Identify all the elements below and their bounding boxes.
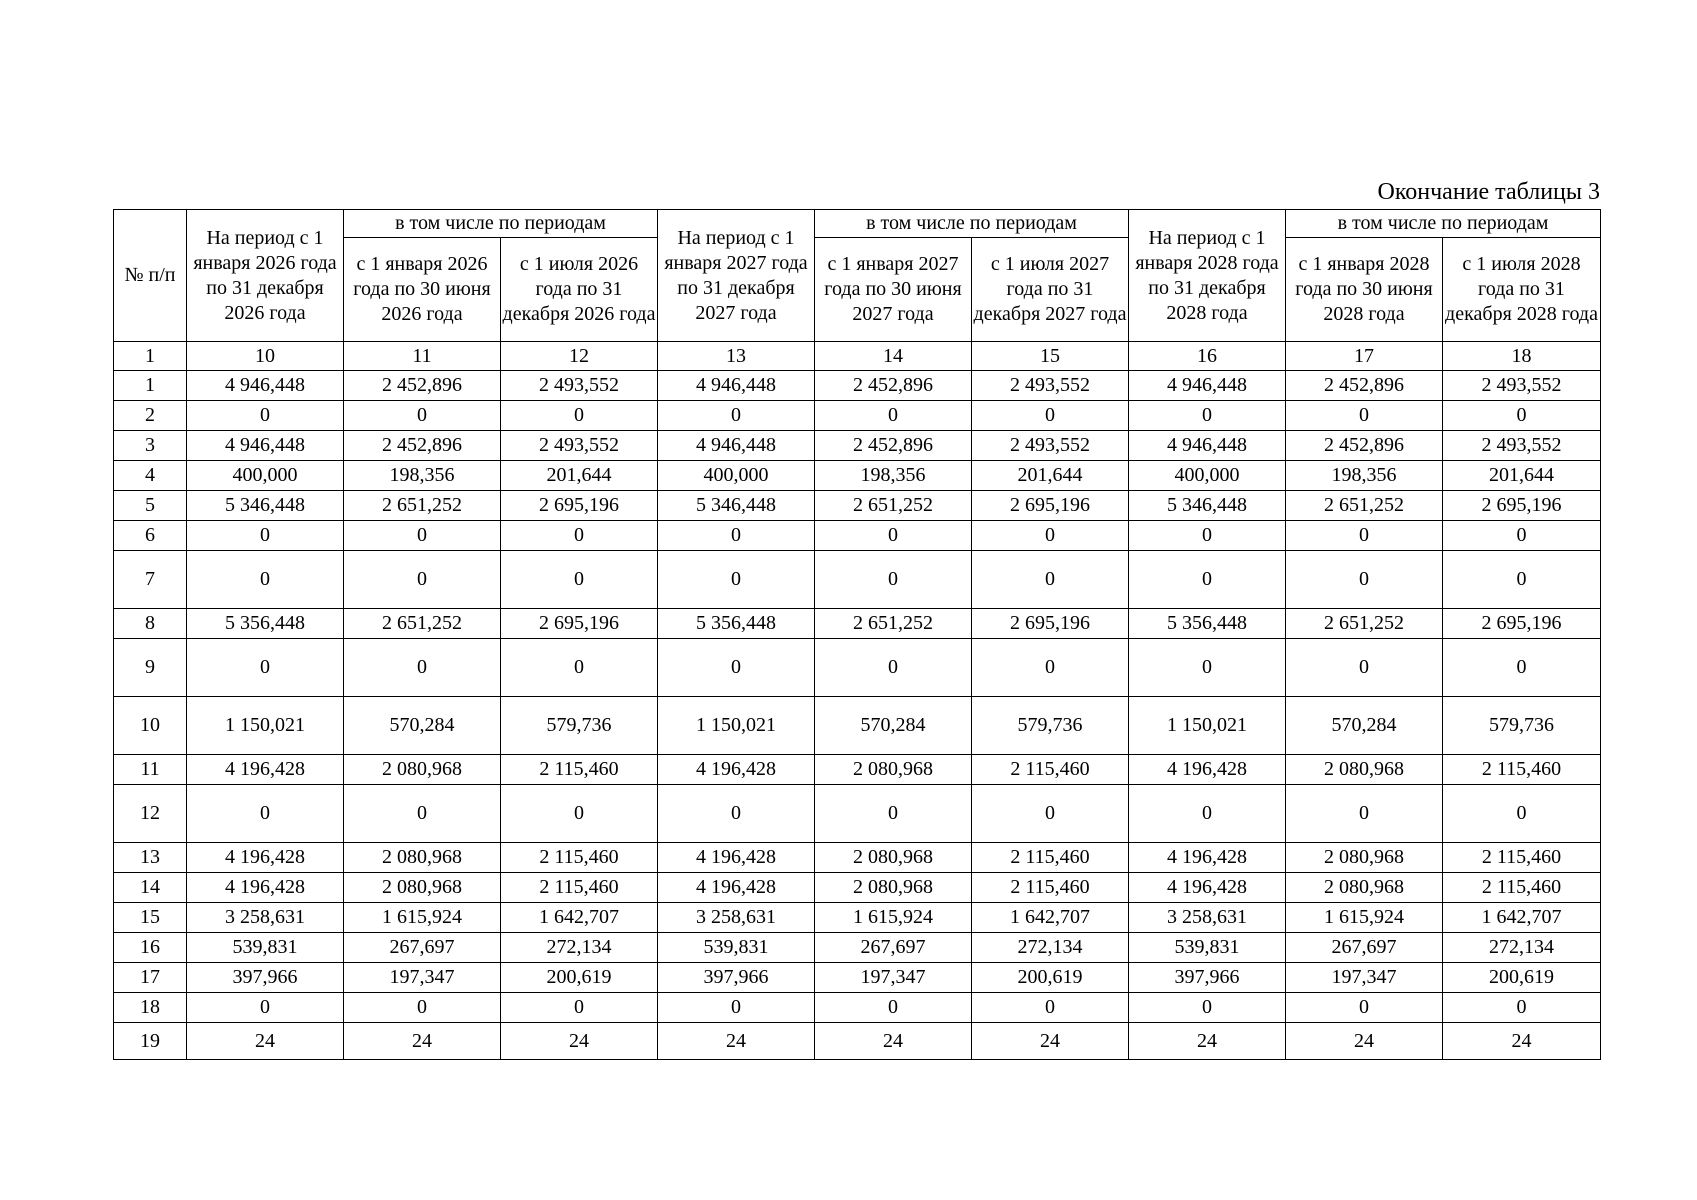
table-cell: 4 196,428 <box>658 755 815 785</box>
table-cell: 2 452,896 <box>344 431 501 461</box>
table-cell: 1 615,924 <box>815 903 972 933</box>
table-cell: 2 493,552 <box>1443 371 1601 401</box>
table-cell: 0 <box>501 993 658 1023</box>
table-cell: 0 <box>1443 639 1601 697</box>
row-number-cell: 13 <box>114 843 187 873</box>
header-period-2027: На период с 1 января 2027 года по 31 декабря 2027 года <box>658 210 815 342</box>
column-number: 1 <box>114 342 187 371</box>
table-cell: 0 <box>1286 521 1443 551</box>
table-cell: 0 <box>972 639 1129 697</box>
table-cell: 2 080,968 <box>1286 873 1443 903</box>
table-cell: 2 452,896 <box>815 371 972 401</box>
table-cell: 0 <box>344 993 501 1023</box>
header-h1-2028: с 1 января 2028 года по 30 июня 2028 года <box>1286 238 1443 342</box>
row-number-cell: 18 <box>114 993 187 1023</box>
table-cell: 200,619 <box>1443 963 1601 993</box>
row-number-cell: 6 <box>114 521 187 551</box>
table-row <box>114 551 1601 609</box>
table-row <box>114 903 1601 933</box>
table-cell: 397,966 <box>1129 963 1286 993</box>
table-cell: 1 615,924 <box>344 903 501 933</box>
table-cell: 4 946,448 <box>658 371 815 401</box>
table-cell: 0 <box>815 785 972 843</box>
header-row-number: № п/п <box>114 210 187 342</box>
table-cell: 272,134 <box>501 933 658 963</box>
table-cell: 0 <box>815 521 972 551</box>
table-cell: 0 <box>501 639 658 697</box>
header-h2-2026: с 1 июля 2026 года по 31 декабря 2026 года <box>501 238 658 342</box>
table-cell: 2 651,252 <box>1286 491 1443 521</box>
table-cell: 0 <box>1129 401 1286 431</box>
header-h2-2027: с 1 июля 2027 года по 31 декабря 2027 года <box>972 238 1129 342</box>
header-including-2028: в том числе по периодам <box>1286 210 1601 238</box>
table-cell: 0 <box>501 521 658 551</box>
table-cell: 5 346,448 <box>658 491 815 521</box>
table-cell: 400,000 <box>187 461 344 491</box>
table-cell: 2 651,252 <box>1286 609 1443 639</box>
table-cell: 4 946,448 <box>1129 371 1286 401</box>
table-cell: 0 <box>501 401 658 431</box>
table-cell: 1 150,021 <box>658 697 815 755</box>
table-row <box>114 639 1601 697</box>
table-cell: 0 <box>815 639 972 697</box>
table-cell: 2 651,252 <box>815 609 972 639</box>
table-cell: 5 346,448 <box>1129 491 1286 521</box>
table-row <box>114 371 1601 401</box>
table-cell: 24 <box>344 1023 501 1060</box>
table-cell: 3 258,631 <box>658 903 815 933</box>
table-row <box>114 461 1601 491</box>
table-cell: 0 <box>1443 785 1601 843</box>
table-cell: 1 150,021 <box>187 697 344 755</box>
table-cell: 0 <box>187 401 344 431</box>
row-number-cell: 12 <box>114 785 187 843</box>
table-cell: 0 <box>1286 639 1443 697</box>
table-cell: 0 <box>1443 551 1601 609</box>
table-cell: 24 <box>187 1023 344 1060</box>
table-cell: 2 452,896 <box>815 431 972 461</box>
table-cell: 579,736 <box>972 697 1129 755</box>
row-number-cell: 3 <box>114 431 187 461</box>
table-row <box>114 1023 1601 1060</box>
table-row <box>114 963 1601 993</box>
table-cell: 579,736 <box>1443 697 1601 755</box>
table-cell: 0 <box>501 785 658 843</box>
table-cell: 0 <box>972 521 1129 551</box>
column-number: 15 <box>972 342 1129 371</box>
table-cell: 2 651,252 <box>344 491 501 521</box>
table-cell: 0 <box>658 401 815 431</box>
row-number-cell: 7 <box>114 551 187 609</box>
table-cell: 4 196,428 <box>187 843 344 873</box>
table-row <box>114 697 1601 755</box>
table-cell: 0 <box>344 521 501 551</box>
table-cell: 0 <box>658 639 815 697</box>
table-cell: 2 651,252 <box>815 491 972 521</box>
row-number-cell: 8 <box>114 609 187 639</box>
table-cell: 539,831 <box>1129 933 1286 963</box>
table-cell: 2 452,896 <box>1286 431 1443 461</box>
table-cell: 4 196,428 <box>1129 873 1286 903</box>
table-cell: 0 <box>815 993 972 1023</box>
table-cell: 0 <box>972 401 1129 431</box>
table-cell: 4 946,448 <box>658 431 815 461</box>
table-cell: 2 115,460 <box>501 873 658 903</box>
table-row <box>114 521 1601 551</box>
table-cell: 2 080,968 <box>1286 755 1443 785</box>
table-cell: 3 258,631 <box>187 903 344 933</box>
table-row <box>114 401 1601 431</box>
table-cell: 4 196,428 <box>658 843 815 873</box>
table-cell: 0 <box>658 551 815 609</box>
table-cell: 2 452,896 <box>1286 371 1443 401</box>
table-cell: 197,347 <box>815 963 972 993</box>
table-cell: 24 <box>1129 1023 1286 1060</box>
table-cell: 539,831 <box>658 933 815 963</box>
table-cell: 4 946,448 <box>187 431 344 461</box>
table-row <box>114 491 1601 521</box>
table-cell: 570,284 <box>815 697 972 755</box>
table-cell: 397,966 <box>187 963 344 993</box>
table-cell: 0 <box>344 551 501 609</box>
table-cell: 267,697 <box>344 933 501 963</box>
row-number-cell: 5 <box>114 491 187 521</box>
table-cell: 0 <box>1443 993 1601 1023</box>
table-cell: 2 080,968 <box>344 755 501 785</box>
table-cell: 198,356 <box>1286 461 1443 491</box>
table-cell: 0 <box>658 521 815 551</box>
table-cell: 1 615,924 <box>1286 903 1443 933</box>
row-number-cell: 17 <box>114 963 187 993</box>
table-row <box>114 755 1601 785</box>
column-number: 17 <box>1286 342 1443 371</box>
table-cell: 2 080,968 <box>815 873 972 903</box>
table-cell: 0 <box>1129 639 1286 697</box>
header-period-2026: На период с 1 января 2026 года по 31 декабря 2026 года <box>187 210 344 342</box>
table-cell: 2 493,552 <box>501 371 658 401</box>
table-cell: 0 <box>815 401 972 431</box>
table-cell: 0 <box>658 993 815 1023</box>
table-cell: 0 <box>1286 551 1443 609</box>
header-h1-2027: с 1 января 2027 года по 30 июня 2027 года <box>815 238 972 342</box>
table-cell: 0 <box>344 639 501 697</box>
row-number-cell: 16 <box>114 933 187 963</box>
table-cell: 3 258,631 <box>1129 903 1286 933</box>
table-cell: 0 <box>187 639 344 697</box>
row-number-cell: 2 <box>114 401 187 431</box>
table-cell: 0 <box>1129 521 1286 551</box>
table-cell: 24 <box>658 1023 815 1060</box>
table-cell: 0 <box>1286 785 1443 843</box>
table-cell: 0 <box>501 551 658 609</box>
table-row <box>114 873 1601 903</box>
table-cell: 0 <box>1129 551 1286 609</box>
table-cell: 5 356,448 <box>187 609 344 639</box>
table-cell: 2 115,460 <box>972 755 1129 785</box>
table-cell: 2 080,968 <box>1286 843 1443 873</box>
table-cell: 2 080,968 <box>815 755 972 785</box>
table-cell: 0 <box>1286 401 1443 431</box>
table-cell: 0 <box>1129 785 1286 843</box>
table-cell: 579,736 <box>501 697 658 755</box>
table-cell: 0 <box>972 551 1129 609</box>
table-cell: 2 080,968 <box>815 843 972 873</box>
table-cell: 0 <box>344 401 501 431</box>
table-cell: 4 196,428 <box>187 873 344 903</box>
table-row <box>114 785 1601 843</box>
table-cell: 2 115,460 <box>972 843 1129 873</box>
table-cell: 1 150,021 <box>1129 697 1286 755</box>
table-cell: 1 642,707 <box>501 903 658 933</box>
table-cell: 2 493,552 <box>1443 431 1601 461</box>
table-cell: 0 <box>1443 401 1601 431</box>
table-cell: 2 080,968 <box>344 843 501 873</box>
table-cell: 197,347 <box>344 963 501 993</box>
table-cell: 2 695,196 <box>972 609 1129 639</box>
table-row <box>114 431 1601 461</box>
table-row <box>114 609 1601 639</box>
table-cell: 200,619 <box>972 963 1129 993</box>
table-cell: 2 695,196 <box>1443 491 1601 521</box>
table-cell: 24 <box>972 1023 1129 1060</box>
table-cell: 201,644 <box>972 461 1129 491</box>
table-row <box>114 933 1601 963</box>
row-number-cell: 15 <box>114 903 187 933</box>
table-cell: 2 493,552 <box>972 431 1129 461</box>
table-cell: 201,644 <box>1443 461 1601 491</box>
row-number-cell: 19 <box>114 1023 187 1060</box>
table-cell: 539,831 <box>187 933 344 963</box>
header-including-2027: в том числе по периодам <box>815 210 1129 238</box>
table-cell: 570,284 <box>344 697 501 755</box>
table-cell: 0 <box>187 993 344 1023</box>
table-cell: 24 <box>815 1023 972 1060</box>
table-cell: 272,134 <box>972 933 1129 963</box>
table-cell: 2 695,196 <box>1443 609 1601 639</box>
table-cell: 2 115,460 <box>501 755 658 785</box>
table-cell: 200,619 <box>501 963 658 993</box>
table-cell: 272,134 <box>1443 933 1601 963</box>
table-cell: 267,697 <box>815 933 972 963</box>
table-cell: 570,284 <box>1286 697 1443 755</box>
row-number-cell: 1 <box>114 371 187 401</box>
data-table <box>113 209 1601 1060</box>
table-cell: 4 196,428 <box>1129 843 1286 873</box>
table-cell: 4 946,448 <box>1129 431 1286 461</box>
table-cell: 2 695,196 <box>972 491 1129 521</box>
table-cell: 4 196,428 <box>187 755 344 785</box>
header-h1-2026: с 1 января 2026 года по 30 июня 2026 года <box>344 238 501 342</box>
table-cell: 2 493,552 <box>501 431 658 461</box>
table-cell: 201,644 <box>501 461 658 491</box>
table-cell: 198,356 <box>344 461 501 491</box>
table-cell: 400,000 <box>658 461 815 491</box>
table-cell: 2 493,552 <box>972 371 1129 401</box>
table-cell: 2 115,460 <box>1443 843 1601 873</box>
column-number: 16 <box>1129 342 1286 371</box>
table-cell: 5 356,448 <box>658 609 815 639</box>
row-number-cell: 14 <box>114 873 187 903</box>
table-cell: 24 <box>1443 1023 1601 1060</box>
header-period-2028: На период с 1 января 2028 года по 31 декабря 2028 года <box>1129 210 1286 342</box>
row-number-cell: 10 <box>114 697 187 755</box>
table-cell: 2 115,460 <box>501 843 658 873</box>
column-number: 13 <box>658 342 815 371</box>
table-row <box>114 993 1601 1023</box>
header-including-2026: в том числе по периодам <box>344 210 658 238</box>
table-cell: 397,966 <box>658 963 815 993</box>
table-cell: 0 <box>187 785 344 843</box>
table-cell: 0 <box>815 551 972 609</box>
table-cell: 0 <box>187 551 344 609</box>
table-cell: 2 080,968 <box>344 873 501 903</box>
table-cell: 2 651,252 <box>344 609 501 639</box>
table-cell: 0 <box>1443 521 1601 551</box>
table-cell: 198,356 <box>815 461 972 491</box>
column-number: 14 <box>815 342 972 371</box>
table-cell: 0 <box>1286 993 1443 1023</box>
row-number-cell: 9 <box>114 639 187 697</box>
table-cell: 0 <box>1129 993 1286 1023</box>
table-cell: 400,000 <box>1129 461 1286 491</box>
row-number-cell: 11 <box>114 755 187 785</box>
table-cell: 2 695,196 <box>501 609 658 639</box>
column-number: 12 <box>501 342 658 371</box>
table-cell: 24 <box>501 1023 658 1060</box>
table-body <box>114 371 1601 1060</box>
table-row <box>114 843 1601 873</box>
table-cell: 24 <box>1286 1023 1443 1060</box>
column-number-row <box>114 342 1601 371</box>
table-cell: 2 452,896 <box>344 371 501 401</box>
row-number-cell: 4 <box>114 461 187 491</box>
table-cell: 1 642,707 <box>972 903 1129 933</box>
table-cell: 4 196,428 <box>658 873 815 903</box>
table-cell: 5 346,448 <box>187 491 344 521</box>
table-caption: Окончание таблицы 3 <box>1377 179 1600 205</box>
header-h2-2028: с 1 июля 2028 года по 31 декабря 2028 года <box>1443 238 1601 342</box>
table-cell: 197,347 <box>1286 963 1443 993</box>
table-cell: 4 946,448 <box>187 371 344 401</box>
table-cell: 4 196,428 <box>1129 755 1286 785</box>
table-cell: 0 <box>658 785 815 843</box>
column-number: 11 <box>344 342 501 371</box>
table-cell: 0 <box>972 993 1129 1023</box>
column-number: 10 <box>187 342 344 371</box>
table-cell: 267,697 <box>1286 933 1443 963</box>
table-cell: 0 <box>972 785 1129 843</box>
table-cell: 2 695,196 <box>501 491 658 521</box>
column-number: 18 <box>1443 342 1601 371</box>
table-cell: 0 <box>187 521 344 551</box>
table-cell: 0 <box>344 785 501 843</box>
table-cell: 5 356,448 <box>1129 609 1286 639</box>
table-cell: 1 642,707 <box>1443 903 1601 933</box>
table-cell: 2 115,460 <box>1443 755 1601 785</box>
table-cell: 2 115,460 <box>1443 873 1601 903</box>
table-cell: 2 115,460 <box>972 873 1129 903</box>
